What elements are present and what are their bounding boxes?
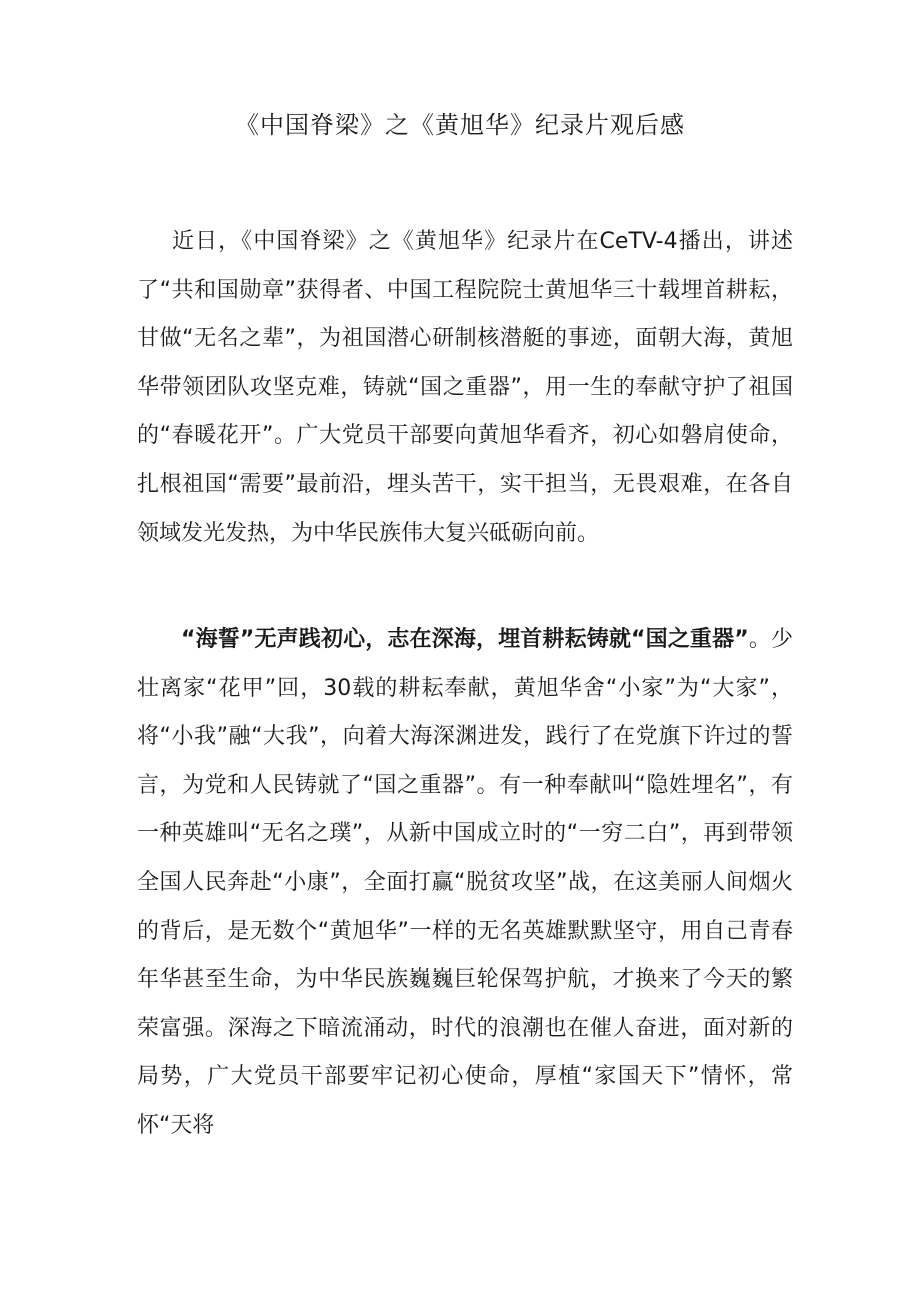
paragraph-intro <box>137 218 793 558</box>
paragraph-intro-text: 近日，《中国脊梁》之《黄旭华》纪录片在CeTV-4播出，讲述了“共和国勋章”获得者、中国工程院院士黄旭华三十载埋首耕耘，甘做“无名之辈”，为祖国潜心研制核潜艇的事迹，面朝大海，黄旭华带领团队攻坚克难，铸就“国之重器”，用一生的奉献守护了祖国的“春暖花开”。广大党员干部要向黄旭华看齐，初心如磐肩使命，扎根祖国“需要”最前沿，埋头苦干，实干担当，无畏艰难，在各自领域发光发热，为中华民族伟大复兴砥砺向前。 <box>137 229 793 546</box>
page-title: 《中国脊梁》之《黄旭华》纪录片观后感 <box>235 111 685 139</box>
paragraph-section-one-text: 。少壮离家“花甲”回，30载的耕耘奉献，黄旭华舍“小家”为“大家”，将“小我”融“大我”，向着大海深渊进发，践行了在党旗下许过的誓言，为党和人民铸就了“国之重器”。有一种奉献叫“隐姓埋名”，有一种英雄叫“无名之璞”，从新中国成立时的“一穷二白”，再到带领全国人民奔赴“小康”，全面打赢“脱贫攻坚”战，在这美丽人间烟火的背后，是无数个“黄旭华”一样的无名英雄默默坚守，用自己青春年华甚至生命，为中华民族巍巍巨轮保驾护航，才换来了今天的繁荣富强。深海之下暗流涌动，时代的浪潮也在催人奋进，面对新的局势，广大党员干部要牢记初心使命，厚植“家国天下”情怀，常怀“天将 <box>137 627 793 1138</box>
section-heading: “海誓”无声践初心，志在深海，埋首耕耘铸就“国之重器” <box>181 627 749 652</box>
paragraph-section-one <box>137 616 793 1151</box>
